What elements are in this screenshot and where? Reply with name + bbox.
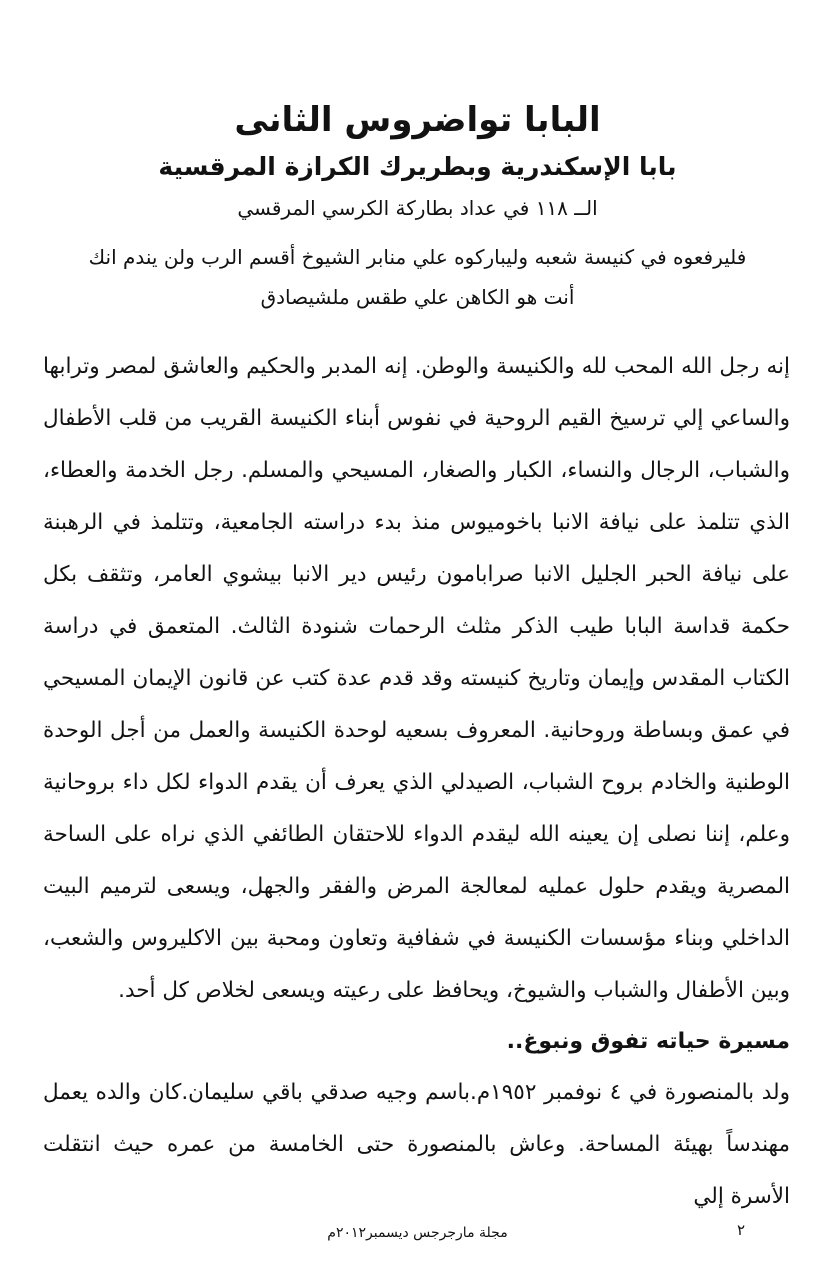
article-paragraph-1: إنه رجل الله المحب لله والكنيسة والوطن. إنه المدبر والحكيم والعاشق لمصر وترابها والساعي إلي ترسيخ القيم الروحية في نفوس أبناء الكنيسة القريب من قلب الأطفال والشباب، الرجال والنساء، الكبار والصغار، المسيحي والمسلم. رجل الخدمة والعطاء، الذي تتلمذ على نيافة الانبا باخوميوس منذ بدء دراسته الجامعية، وتتلمذ في الرهبنة على نيافة الحبر الجليل الانبا صرابامون رئيس دير الانبا بيشوي العامر، وتثقف بكل حكمة قداسة البابا طيب الذكر مثلث الرحمات شنودة الثالث. المتعمق في دراسة الكتاب المقدس وإيمان وتاريخ كنيسته وقد قدم عدة كتب عن قانون الإيمان المسيحي في عمق وبساطة وروحانية. المعروف بسعيه لوحدة الكنيسة والعمل من أجل الوحدة الوطنية والخادم بروح الشباب، الصيدلي الذي يعرف أن يقدم الدواء لكل داء بروحانية وعلم، إننا نصلى إن يعينه الله ليقدم الدواء للاحتقان الطائفي الذي نراه على الساحة المصرية ويقدم حلول عمليه لمعالجة المرض والفقر والجهل، ويسعى لترميم البيت الداخلي وبناء مؤسسات الكنيسة في شفافية وتعاون ومحبة بين الاكليروس والشعب، وبين الأطفال والشباب والشيوخ، ويحافظ على رعيته ويسعى لخلاص كل أحد. bbox=[43, 354, 790, 1004]
scripture-quote bbox=[50, 237, 785, 317]
patriarch-ordinal-line: الــ ١١٨ في عداد بطاركة الكرسي المرقسي bbox=[237, 196, 598, 221]
article-title: البابا تواضروس الثانى bbox=[234, 100, 601, 140]
scripture-quote-line-1: فليرفعوه في كنيسة شعبه وليباركوه علي منابر الشيوخ أقسم الرب ولن يندم انك bbox=[88, 245, 747, 270]
article-subtitle: بابا الإسكندرية وبطريرك الكرازة المرقسية bbox=[158, 151, 677, 181]
scripture-quote-line-2: أنت هو الكاهن علي طقس ملشيصادق bbox=[260, 285, 575, 310]
footer-journal-title: مجلة مارجرجس ديسمبر٢٠١٢م bbox=[327, 1225, 508, 1241]
section-heading-life-journey: مسيرة حياته تفوق ونبوغ.. bbox=[506, 1029, 790, 1055]
article-header bbox=[0, 0, 835, 317]
article-paragraph-2: ولد بالمنصورة في ٤ نوفمبر ١٩٥٢م.باسم وجيه صدقي باقي سليمان.كان والده يعمل مهندساً بهيئة المساحة. وعاش بالمنصورة حتى الخامسة من عمره حيث انتقلت الأسرة إلي bbox=[43, 1080, 790, 1210]
footer-page-number: ٢ bbox=[736, 1221, 745, 1239]
